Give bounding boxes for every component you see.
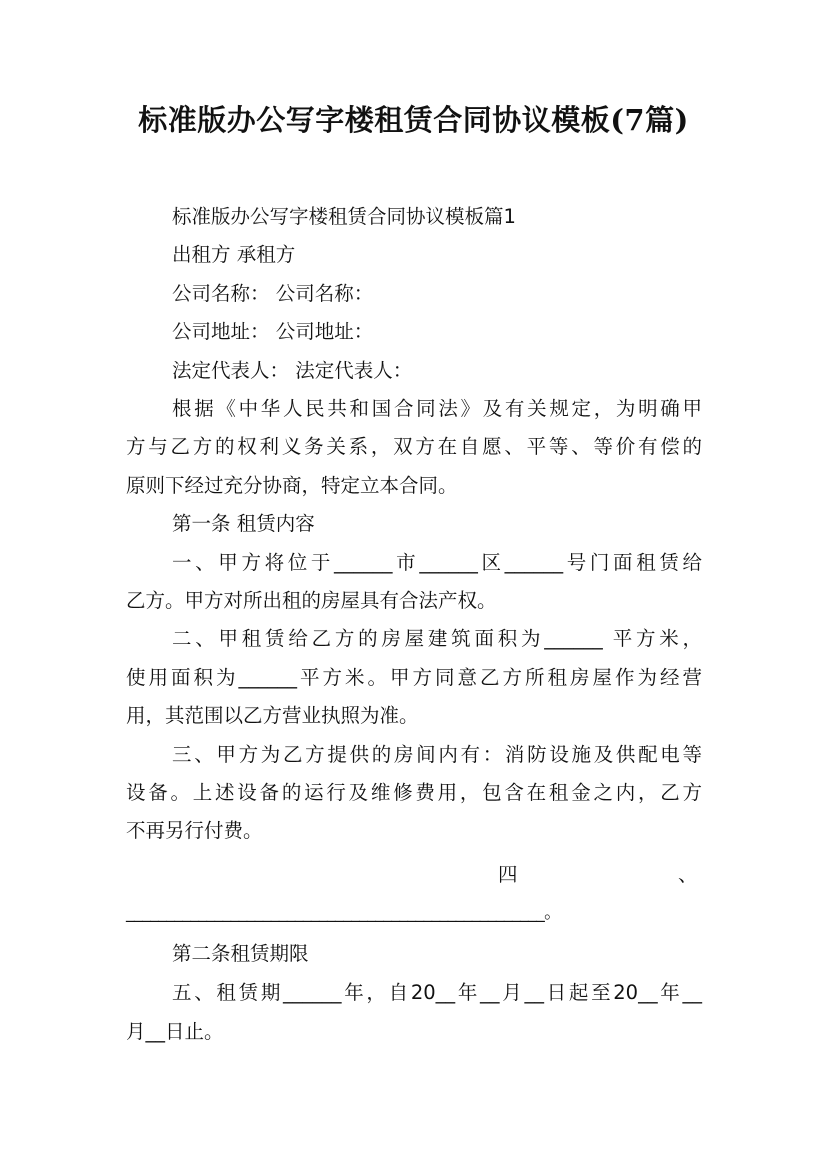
- article-heading: 第一条 租赁内容: [172, 512, 315, 535]
- paragraph-line: 月__日止。: [126, 1020, 224, 1043]
- company-name-line: 公司名称： 公司名称：: [172, 282, 374, 305]
- paragraph-line: 用，其范围以乙方营业执照为准。: [126, 704, 419, 727]
- paragraph-line: 五、租赁期______年，自20__年__月__日起至20__年__: [172, 981, 702, 1004]
- item-four-number: 四: [498, 863, 518, 886]
- article-heading: 第二条租赁期限: [172, 942, 309, 965]
- paragraph-line: 根据《中华人民共和国合同法》及有关规定，为明确甲: [172, 397, 702, 420]
- section-heading: 标准版办公写字楼租赁合同协议模板篇1: [172, 205, 516, 228]
- item-four-comma: 、: [678, 863, 698, 886]
- paragraph-line: 设备。上述设备的运行及维修费用，包含在租金之内，乙方: [126, 781, 702, 804]
- paragraph-line: 乙方。甲方对所出租的房屋具有合法产权。: [126, 589, 497, 612]
- blank-fill-line: ____________________________________________________。: [126, 903, 561, 923]
- paragraph-line: 三、甲方为乙方提供的房间内有：消防设施及供配电等: [172, 743, 702, 766]
- legal-rep-line: 法定代表人： 法定代表人：: [172, 359, 413, 382]
- paragraph-line: 方与乙方的权利义务关系，双方在自愿、平等、等价有偿的: [126, 435, 702, 458]
- party-line: 出租方 承租方: [172, 243, 296, 266]
- document-title: 标准版办公写字楼租赁合同协议模板(7篇): [138, 103, 689, 137]
- paragraph-line: 二、甲租赁给乙方的房屋建筑面积为______ 平方米，: [172, 627, 702, 650]
- paragraph-line: 使用面积为______平方米。甲方同意乙方所租房屋作为经营: [126, 666, 702, 689]
- paragraph-line: 一、甲方将位于______市______区______号门面租赁给: [172, 551, 702, 574]
- paragraph-line: 不再另行付费。: [126, 819, 263, 842]
- paragraph-line: 原则下经过充分协商，特定立本合同。: [126, 474, 458, 497]
- company-address-line: 公司地址： 公司地址：: [172, 320, 374, 343]
